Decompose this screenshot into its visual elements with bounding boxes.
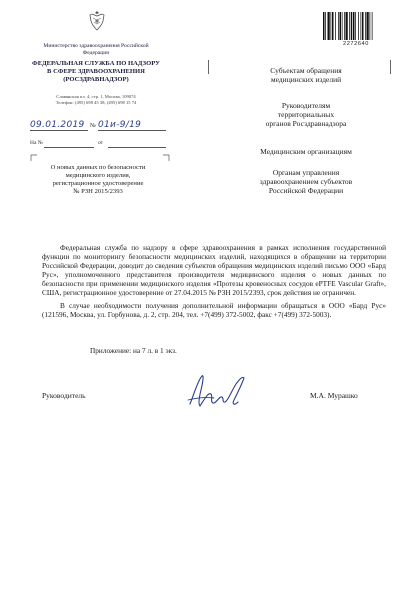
handwritten-signature	[184, 370, 252, 412]
barcode-bar	[362, 12, 364, 40]
subject-line-3: регистрационное удостоверение	[52, 180, 144, 187]
date-underline	[30, 130, 88, 131]
barcode-bar	[331, 12, 332, 40]
barcode-bar	[353, 12, 355, 40]
handwritten-date: 09.01.2019	[30, 120, 85, 130]
service-line-3: (РОСЗДРАВНАДЗОР)	[63, 76, 129, 83]
subject-line-2: медицинского изделия,	[65, 172, 131, 179]
barcode-bar	[328, 12, 330, 40]
subject-bracket	[30, 154, 170, 162]
recipient-mark-left	[208, 60, 209, 74]
barcode-bar	[367, 12, 369, 40]
recipient-2	[226, 101, 386, 128]
recipient-2-line-2: территориальных	[277, 110, 335, 119]
address-line-1: Славянская пл. 4, стр. 1, Москва, 109074	[56, 94, 136, 99]
barcode-bar	[325, 12, 326, 40]
barcode	[322, 12, 390, 40]
attachment-note: Приложение: на 7 л. в 1 экз.	[90, 346, 177, 355]
recipient-3	[226, 147, 386, 156]
body-paragraph-2: В случае необходимости получения дополнительной информации обращаться в ООО «Бард Рус» (121596, Москва, ул. Горбунова, д. 2, стр. 204, тел. +7(499) 372-5002, факс +7(499) 372-5003).	[42, 301, 386, 319]
ref-no-label: На №	[30, 140, 44, 146]
letter-subject	[34, 164, 162, 196]
recipient-1-line-2: медицинских изделий	[270, 75, 342, 84]
signer-name: М.А. Мурашко	[310, 391, 358, 400]
barcode-bar	[346, 12, 348, 40]
barcode-number: 2272640	[343, 41, 369, 47]
barcode-bar	[349, 12, 350, 40]
subject-line-4: № РЗН 2015/2393	[73, 188, 123, 195]
barcode-bar	[355, 12, 356, 40]
letter-body	[42, 243, 386, 323]
barcode-bar	[370, 12, 371, 40]
subject-line-1: О новых данных по безопасности	[50, 164, 146, 171]
coat-of-arms-emblem-icon	[86, 9, 108, 33]
recipient-1	[226, 66, 386, 84]
number-sign: №	[90, 123, 96, 129]
barcode-bar	[340, 12, 342, 40]
recipient-4-line-2: здравоохранением субъектов	[259, 177, 353, 186]
barcode-bar	[338, 12, 339, 40]
ref-no-underline	[44, 147, 94, 148]
recipient-2-line-3: органов Росздравнадзора	[265, 119, 347, 128]
recipient-4	[226, 168, 386, 195]
address-line-2: Телефон: (495) 698 45 38; (495) 698 15 74	[55, 100, 137, 105]
recipient-2-line-1: Руководителям	[281, 101, 331, 110]
service-name	[30, 60, 162, 84]
service-line-1: ФЕДЕРАЛЬНАЯ СЛУЖБА ПО НАДЗОРУ	[32, 60, 160, 67]
recipient-4-line-3: Российской Федерации	[268, 186, 344, 195]
barcode-bar	[351, 12, 353, 40]
service-address	[30, 94, 162, 106]
barcode-bar	[344, 12, 345, 40]
barcode-bar	[358, 12, 359, 40]
number-underline	[98, 130, 166, 131]
ref-from-label: от	[98, 140, 104, 146]
body-paragraph-1: Федеральная служба по надзору в сфере здравоохранения в рамках исполнения государственной функции по мониторингу безопасности медицинских изделий, находящихся в обращении на территории Российской Федерации, доводит до сведения субъектов обращения медицинских изделий письмо ООО «Бард Рус», уполномоченного представителя производителя медицинского изделия о новых данных по безопасности при применении медицинского изделия «Протезы кровеносных сосудов ePTFE Vascular Graft», США, регистрационное удостоверение от 27.04.2015 № РЗН 2015/2393, срок действия не ограничен.	[42, 243, 386, 297]
barcode-bar	[365, 12, 366, 40]
recipient-3-line-1: Медицинским организациям	[260, 147, 352, 156]
service-line-2: В СФЕРЕ ЗДРАВООХРАНЕНИЯ	[47, 68, 145, 75]
signer-title: Руководитель	[42, 391, 86, 400]
barcode-bar	[323, 12, 325, 40]
barcode-bar	[335, 12, 336, 40]
barcode-bar	[361, 12, 362, 40]
barcode-bar	[342, 12, 343, 40]
ref-from-underline	[108, 147, 166, 148]
barcode-bar	[332, 12, 334, 40]
recipient-mark-right	[390, 60, 391, 74]
reference-line	[30, 140, 43, 146]
handwritten-number: 01и-9/19	[98, 120, 142, 130]
ministry-name: Министерство здравоохранения Российской Федерации	[43, 43, 149, 56]
recipient-1-line-1: Субъектам обращения	[270, 66, 342, 75]
barcode-bar	[372, 12, 373, 40]
recipient-4-line-1: Органам управления	[272, 168, 340, 177]
